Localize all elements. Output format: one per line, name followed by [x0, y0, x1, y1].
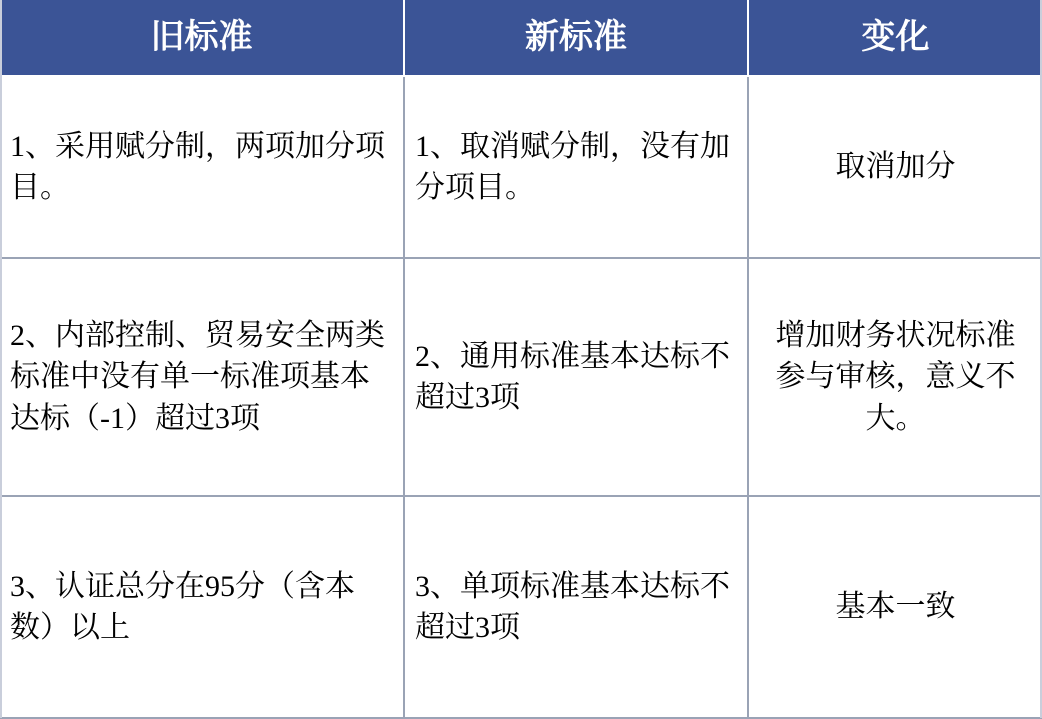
cell-change-1: 取消加分 [748, 76, 1042, 258]
cell-old-standard-1: 1、采用赋分制，两项加分项目。 [0, 76, 404, 258]
table-row [0, 258, 1042, 496]
table-header-row [0, 0, 1042, 76]
column-header-new-standard: 新标准 [404, 0, 748, 76]
page-left-edge [0, 0, 2, 718]
cell-new-standard-1: 1、取消赋分制，没有加分项目。 [404, 76, 748, 258]
table-header [0, 0, 1042, 76]
cell-new-standard-2: 2、通用标准基本达标不超过3项 [404, 258, 748, 496]
table-body [0, 76, 1042, 718]
table-row [0, 76, 1042, 258]
column-header-change: 变化 [748, 0, 1042, 76]
cell-old-standard-2: 2、内部控制、贸易安全两类标准中没有单一标准项基本达标（-1）超过3项 [0, 258, 404, 496]
cell-new-standard-3: 3、单项标准基本达标不超过3项 [404, 496, 748, 718]
table-row [0, 496, 1042, 718]
cell-old-standard-3: 3、认证总分在95分（含本数）以上 [0, 496, 404, 718]
column-header-old-standard: 旧标准 [0, 0, 404, 76]
cell-change-2: 增加财务状况标准参与审核，意义不大。 [748, 258, 1042, 496]
cell-change-3: 基本一致 [748, 496, 1042, 718]
